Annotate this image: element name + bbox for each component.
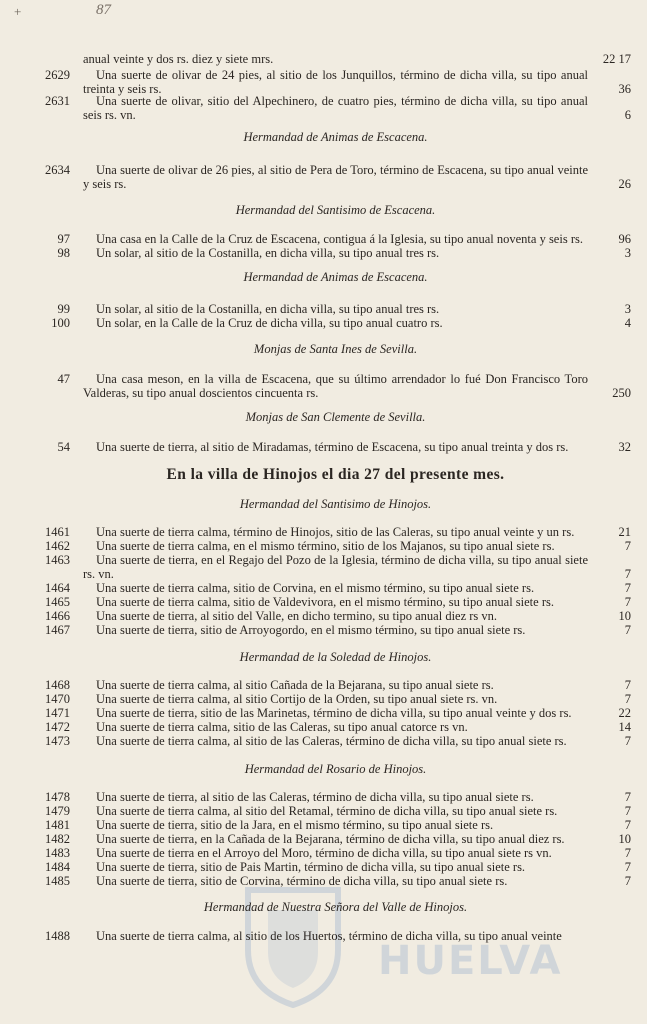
entry-number: 1485	[45, 874, 70, 888]
entry-amount: 7	[624, 581, 631, 595]
entry-number: 1466	[45, 609, 70, 623]
entry-amount: 3	[624, 246, 631, 260]
entry-amount: 7	[624, 804, 631, 818]
entry-amount: 21	[618, 525, 631, 539]
section-heading: Hermandad de Nuestra Señora del Valle de Hinojos.	[203, 900, 468, 914]
entry-amount: 22 17	[602, 52, 631, 66]
entry-number: 2629	[45, 68, 70, 82]
entry-amount: 6	[624, 108, 631, 122]
section-heading: Hermandad del Santisimo de Hinojos.	[239, 497, 432, 511]
entry-amount: 10	[618, 609, 631, 623]
entry-number: 1478	[45, 790, 70, 804]
entry-description: Una suerte de tierra calma, sitio de Corvina, en el mismo término, su tipo anual siete rs.	[96, 581, 535, 595]
entry-description: Una suerte de tierra calma, al sitio Cañada de la Bejarana, su tipo anual siete rs.	[96, 678, 494, 692]
entry-number: 97	[57, 232, 70, 246]
entry-amount: 10	[618, 832, 631, 846]
entry-number: 1467	[45, 623, 70, 637]
entry-description: Una suerte de tierra, al sitio del Valle, en dicho termino, su tipo anual diez rs vn.	[96, 609, 498, 623]
entry-amount: 3	[624, 302, 631, 316]
watermark-text: HUELVA	[378, 938, 563, 984]
section-heading: Hermandad del Rosario de Hinojos.	[244, 762, 427, 776]
entry-number: 1472	[45, 720, 70, 734]
entry-description: Una suerte de olivar de 24 pies, al sitio de los Junquillos, término de dicha villa, su tipo anual treinta y seis rs.	[83, 68, 588, 96]
entry-amount: 26	[618, 177, 631, 191]
entry-description: Una suerte de olivar, sitio del Alpechinero, de cuatro pies, término de dicha villa, su tipo anual seis rs. vn.	[83, 94, 588, 122]
entry-description: Una suerte de tierra, en la Cañada de la Bejarana, término de dicha villa, su tipo anual diez rs.	[96, 832, 565, 846]
entry-description: Una casa en la Calle de la Cruz de Escacena, contigua á la Iglesia, su tipo anual noventa y seis rs.	[96, 232, 583, 246]
section-heading: Monjas de Santa Ines de Sevilla.	[253, 342, 418, 356]
entry-description: Una suerte de tierra, sitio de Pais Martin, término de dicha villa, su tipo anual siete rs.	[96, 860, 526, 874]
auction-date-heading: En la villa de Hinojos el dia 27 del presente mes.	[166, 466, 505, 483]
entry-amount: 36	[618, 82, 631, 96]
entry-description: Una suerte de tierra, sitio de las Marinetas, término de dicha villa, su tipo anual veinte y dos rs.	[96, 706, 572, 720]
entry-description: Una suerte de tierra calma, al sitio de los Huertos, término de dicha villa, su tipo anual veinte	[96, 929, 562, 943]
corner-mark: +	[14, 4, 22, 19]
entry-amount: 14	[618, 720, 631, 734]
entry-number: 1464	[45, 581, 70, 595]
section-heading: Hermandad de Animas de Escacena.	[243, 270, 428, 284]
entry-description: Una suerte de tierra calma, sitio de las Caleras, su tipo anual catorce rs vn.	[96, 720, 468, 734]
entry-amount: 7	[624, 623, 631, 637]
entry-description: Un solar, en la Calle de la Cruz de dicha villa, su tipo anual cuatro rs.	[96, 316, 443, 330]
entry-description: Una suerte de tierra calma, al sitio Cortijo de la Orden, su tipo anual siete rs. vn.	[96, 692, 498, 706]
entry-number: 1481	[45, 818, 70, 832]
entry-number: 2631	[45, 94, 70, 108]
entry-description: Una suerte de tierra, sitio de Corvina, término de dicha villa, su tipo anual siete rs.	[96, 874, 508, 888]
entry-number: 1473	[45, 734, 70, 748]
entry-description: Una suerte de tierra en el Arroyo del Moro, término de dicha villa, su tipo anual siete rs vn.	[96, 846, 552, 860]
entry-amount: 7	[624, 678, 631, 692]
entry-amount: 7	[624, 595, 631, 609]
entry-description: Una suerte de tierra, en el Regajo del Pozo de la Iglesia, término de dicha villa, su tipo anual siete rs. vn.	[83, 553, 588, 581]
section-heading: Hermandad de la Soledad de Hinojos.	[239, 650, 432, 664]
entry-amount: 7	[624, 860, 631, 874]
entry-description: Un solar, al sitio de la Costanilla, en dicha villa, su tipo anual tres rs.	[96, 302, 440, 316]
entry-description: Una suerte de tierra, sitio de la Jara, en el mismo término, su tipo anual siete rs.	[96, 818, 494, 832]
entry-amount: 7	[624, 846, 631, 860]
entry-description: anual veinte y dos rs. diez y siete mrs.	[83, 52, 274, 66]
entry-amount: 4	[624, 316, 631, 330]
section-heading: Monjas de San Clemente de Sevilla.	[245, 410, 426, 424]
entry-number: 1471	[45, 706, 70, 720]
entry-description: Una suerte de tierra, al sitio de las Caleras, término de dicha villa, su tipo anual siete rs.	[96, 790, 534, 804]
entry-amount: 7	[624, 734, 631, 748]
entry-description: Una suerte de tierra calma, al sitio del Retamal, término de dicha villa, su tipo anual siete rs.	[96, 804, 558, 818]
entry-amount: 7	[624, 818, 631, 832]
entry-number: 1468	[45, 678, 70, 692]
entry-description: Una suerte de olivar de 26 pies, al sitio de Pera de Toro, término de Escacena, su tipo anual veinte y seis rs.	[83, 163, 588, 191]
entry-number: 1479	[45, 804, 70, 818]
entry-number: 99	[57, 302, 70, 316]
entry-description: Una casa meson, en la villa de Escacena, que su último arrendador lo fué Don Francisco Toro Valderas, su tipo anual doscientos cincuenta rs.	[83, 372, 588, 400]
entry-number: 1461	[45, 525, 70, 539]
section-heading: Hermandad de Animas de Escacena.	[243, 130, 428, 144]
entry-number: 1482	[45, 832, 70, 846]
entry-number: 100	[51, 316, 70, 330]
entry-description: Una suerte de tierra, al sitio de Miradamas, término de Escacena, su tipo anual treinta y dos rs.	[96, 440, 569, 454]
entry-description: Una suerte de tierra calma, término de Hinojos, sitio de las Caleras, su tipo anual veinte y un rs.	[96, 525, 575, 539]
entry-number: 1484	[45, 860, 70, 874]
entry-description: Una suerte de tierra calma, en el mismo término, sitio de los Majanos, su tipo anual siete rs.	[96, 539, 555, 553]
entry-number: 1463	[45, 553, 70, 567]
entry-description: Una suerte de tierra calma, sitio de Valdevivora, en el mismo término, su tipo anual siete rs.	[96, 595, 554, 609]
entry-amount: 32	[618, 440, 631, 454]
entry-number: 1462	[45, 539, 70, 553]
entry-amount: 7	[624, 539, 631, 553]
entry-amount: 7	[624, 692, 631, 706]
entry-amount: 7	[624, 874, 631, 888]
entry-number: 47	[57, 372, 70, 386]
entry-number: 1483	[45, 846, 70, 860]
entry-number: 1465	[45, 595, 70, 609]
entry-amount: 22	[618, 706, 631, 720]
entry-description: Una suerte de tierra, sitio de Arroyogordo, en el mismo término, su tipo anual siete rs.	[96, 623, 526, 637]
entry-number: 54	[57, 440, 70, 454]
entry-description: Un solar, al sitio de la Costanilla, en dicha villa, su tipo anual tres rs.	[96, 246, 440, 260]
entry-number: 1488	[45, 929, 70, 943]
entry-amount: 96	[618, 232, 631, 246]
entry-number: 98	[57, 246, 70, 260]
entry-number: 1470	[45, 692, 70, 706]
entry-amount: 7	[624, 790, 631, 804]
entry-amount: 7	[624, 567, 631, 581]
entry-description: Una suerte de tierra calma, al sitio de las Caleras, término de dicha villa, su tipo anual siete rs.	[96, 734, 567, 748]
entry-amount: 250	[612, 386, 631, 400]
section-heading: Hermandad del Santisimo de Escacena.	[235, 203, 436, 217]
entry-number: 2634	[45, 163, 70, 177]
page-number: 87	[96, 2, 111, 18]
